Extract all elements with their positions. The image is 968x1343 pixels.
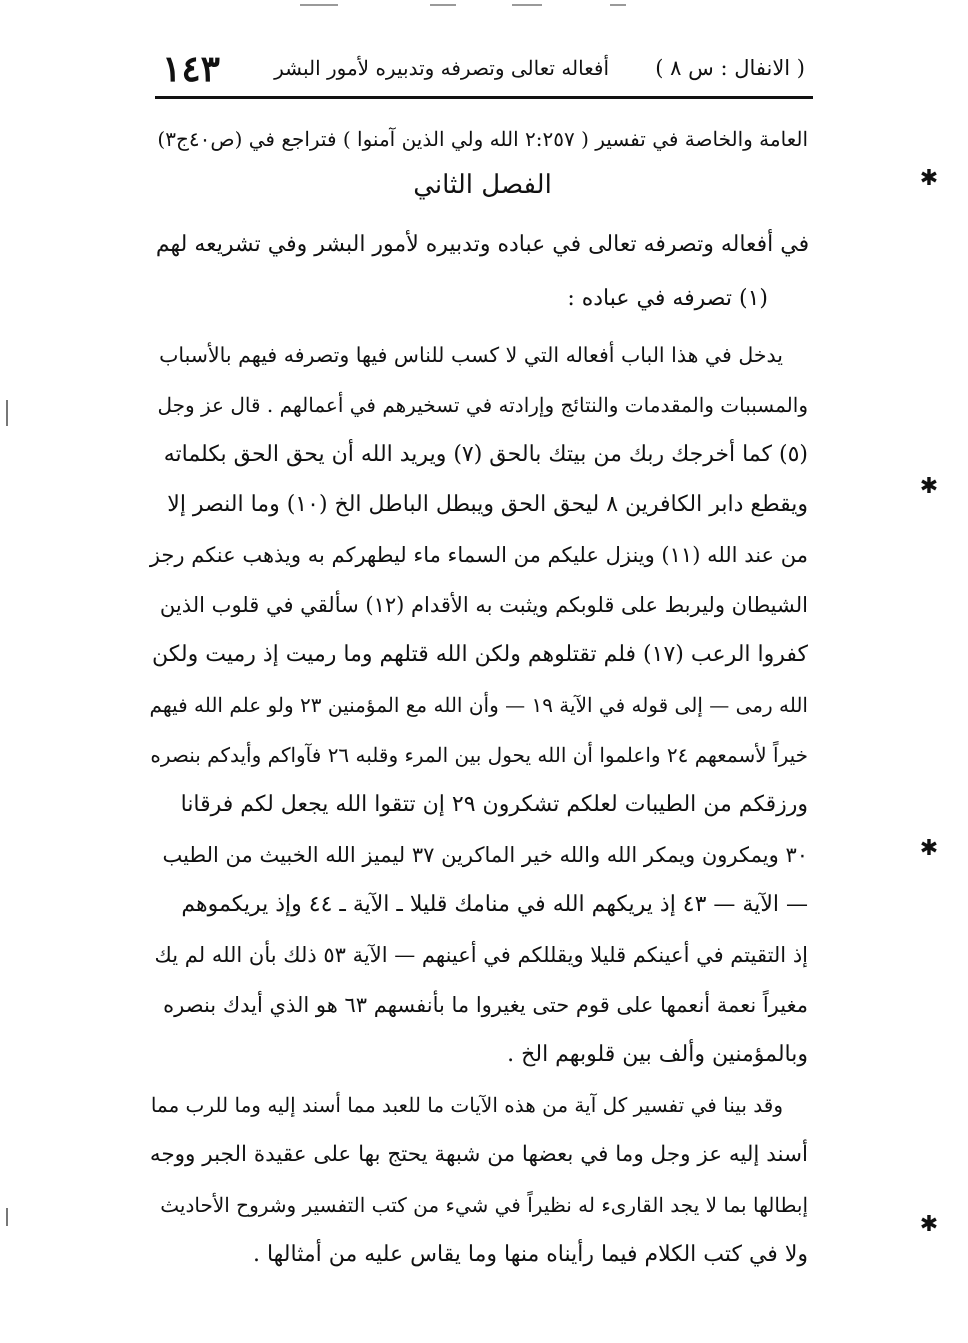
paragraph-line: — الآية — ٤٣ إذ يريكهم الله في منامك قليلا ـ الآية ـ ٤٤ وإذ يريكموهم: [181, 892, 808, 917]
paragraph-line: والمسببات والمقدمات والنتائج وإرادته في تسخيرهم في أعمالهم . قال عز وجل: [157, 393, 808, 417]
section-subtitle: في أفعاله وتصرفه تعالى في عباده وتدبيره لأمور البشر وفي تشريعه لهم: [155, 232, 810, 257]
scan-mark: [300, 4, 338, 6]
paragraph-line: ولا في كتب الكلام فيما رأيناه منها وما يقاس عليه من أمثالها .: [252, 1242, 808, 1267]
margin-bullet-icon: ✱: [919, 166, 939, 191]
paragraph-line: مغيراً نعمة أنعمها على قوم حتى يغيروا ما بأنفسهم ٦٣ هو الذي أيدك بنصره: [163, 993, 808, 1017]
paragraph-line: ٣٠ ويمكرون ويمكر الله والله خير الماكرين ٣٧ ليميز الله الخبيث من الطيب: [162, 843, 808, 867]
margin-bullet-icon: ✱: [919, 1212, 939, 1237]
scan-mark: [512, 4, 542, 6]
paragraph-line: إذ التقيتم في أعينكم قليلا ويقللكم في أعينهم — الآية ٥٣ ذلك بأن الله لم يك: [154, 943, 808, 967]
margin-bullet-icon: ✱: [919, 474, 939, 499]
paragraph-line: الشيطان وليربط على قلوبكم ويثبت به الأقدام (١٢) سألقي في قلوب الذين: [159, 593, 808, 617]
paragraph-line: وقد بينا في تفسير كل آية من هذه الآيات ما للعبد مما أسند إليه وما للرب مما: [150, 1093, 783, 1117]
page-number: ١٤٣: [162, 48, 221, 90]
header-rule: [155, 96, 813, 99]
scan-mark: [430, 4, 456, 6]
margin-bullet-icon: ✱: [919, 836, 939, 861]
subsection-heading: (١) تصرفه في عباده :: [567, 286, 768, 311]
paragraph-line: خيراً لأسمعهم ٢٤ واعلموا أن الله يحول بين المرء وقلبه ٢٦ فآواكم وأيدكم بنصره: [150, 743, 808, 767]
scan-mark: [6, 400, 8, 426]
scan-mark: [610, 4, 626, 6]
paragraph-line: كفروا الرعب (١٧) فلم تقتلوهم ولكن الله قتلهم وما رميت إذ رميت ولكن: [152, 642, 808, 667]
paragraph-line: ورزقكم من الطيبات لعلكم تشكرون ٢٩ إن تتقوا الله يجعل لكم فرقانا: [180, 792, 808, 817]
paragraph-line: أسند إليه عز وجل وما في بعضها من شبهة يحتج بها على عقيدة الجبر ووجه: [149, 1142, 808, 1167]
paragraph-line: الله رمى — إلى قوله في الآية ١٩ — وأن الله مع المؤمنين ٢٣ ولو علم الله فيهم: [149, 693, 808, 717]
scan-mark: [6, 1208, 8, 1226]
section-title: الفصل الثاني: [413, 170, 552, 200]
paragraph-line: إبطالها بما لا يجد القارىء له نظيراً في شيء من كتب التفسير وشروح الأحاديث: [160, 1193, 808, 1217]
intro-line: العامة والخاصة في تفسير ( ٢:٢٥٧ الله ولي الذين آمنوا ) فتراجع في (ص٤٠ج٣): [157, 127, 808, 151]
running-title: أفعاله تعالى وتصرفه وتدبيره لأمور البشر: [274, 56, 609, 80]
paragraph-line: من عند الله (١١) وينزل عليكم من السماء ماء ليطهركم به ويذهب عنكم رجز: [149, 543, 808, 567]
paragraph-line: وبالمؤمنين وألف بين قلوبهم الخ .: [507, 1042, 808, 1067]
running-header: [150, 44, 815, 94]
paragraph-line: يدخل في هذا الباب أفعاله التي لا كسب للناس فيها وتصرفه فيهم بالأسباب: [159, 343, 783, 367]
paragraph-line: ويقطع دابر الكافرين ٨ ليحق الحق ويبطل الباطل الخ (١٠) وما النصر إلا: [167, 492, 808, 517]
paragraph-line: (٥) كما أخرجك ربك من بيتك بالحق (٧) ويريد الله أن يحق الحق بكلماته: [163, 442, 808, 467]
chapter-reference: ( الانفال : س ٨ ): [655, 56, 805, 80]
